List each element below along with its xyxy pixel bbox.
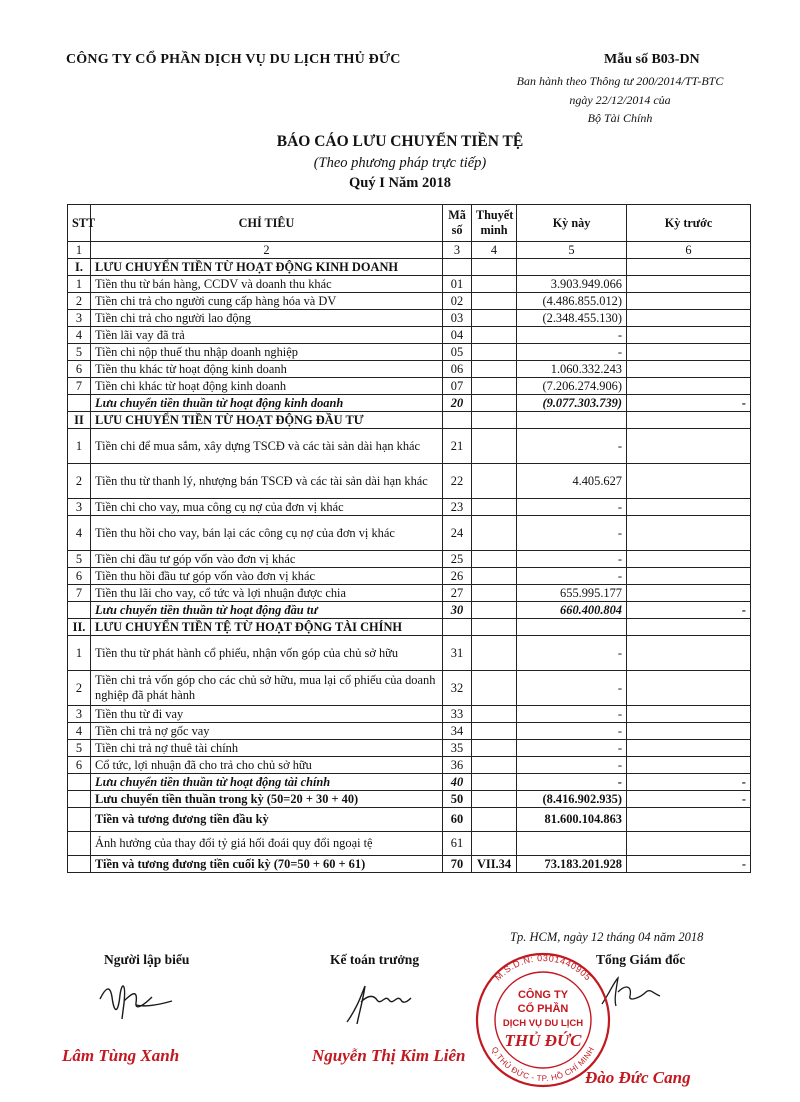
cell-note — [472, 499, 517, 516]
cell-code: 23 — [443, 499, 472, 516]
cell-code — [443, 412, 472, 429]
table-row — [68, 464, 751, 499]
table-row — [68, 636, 751, 671]
cell-previous — [627, 276, 751, 293]
issued-date: ngày 22/12/2014 của — [569, 93, 671, 107]
cell-current: (2.348.455.130) — [517, 310, 627, 327]
col-current: Kỳ này — [517, 205, 627, 242]
cell-current: 81.600.104.863 — [517, 808, 627, 832]
cell-previous — [627, 808, 751, 832]
col-number: 5 — [517, 242, 627, 259]
report-subtitle: (Theo phương pháp trực tiếp) — [313, 155, 487, 171]
cell-stt: 2 — [68, 464, 91, 499]
stamp-line-4: THỦ ĐỨC — [504, 1031, 582, 1050]
cell-indicator: Tiền thu lãi cho vay, cổ tức và lợi nhuận được chia — [91, 585, 443, 602]
cell-code: 30 — [443, 602, 472, 619]
table-row — [68, 740, 751, 757]
cell-current: (4.486.855.012) — [517, 293, 627, 310]
cell-stt: 1 — [68, 636, 91, 671]
cell-indicator: Tiền chi khác từ hoạt động kinh doanh — [91, 378, 443, 395]
table-row — [68, 832, 751, 856]
cell-note — [472, 464, 517, 499]
cell-note — [472, 774, 517, 791]
cell-note — [472, 378, 517, 395]
svg-text:M.S.D.N: 0301440905 — [493, 953, 594, 983]
cell-indicator: Cổ tức, lợi nhuận đã cho trả cho chủ sở hữu — [91, 757, 443, 774]
cell-note — [472, 310, 517, 327]
accountant-signature — [335, 978, 425, 1030]
cell-code: 36 — [443, 757, 472, 774]
table-row — [68, 344, 751, 361]
cell-code — [443, 619, 472, 636]
cell-previous — [627, 706, 751, 723]
cell-indicator: Tiền chi để mua sắm, xây dựng TSCĐ và các tài sản dài hạn khác — [91, 429, 443, 464]
cell-indicator: Tiền chi trả vốn góp cho các chủ sở hữu, mua lại cổ phiếu của doanh nghiệp đã phát hành — [91, 671, 443, 706]
cell-stt: 3 — [68, 310, 91, 327]
table-row — [68, 516, 751, 551]
cell-previous — [627, 636, 751, 671]
cell-code: 20 — [443, 395, 472, 412]
cell-current: - — [517, 429, 627, 464]
cell-code: 03 — [443, 310, 472, 327]
cell-previous — [627, 723, 751, 740]
cell-stt — [68, 791, 91, 808]
cell-stt — [68, 808, 91, 832]
cell-code: 24 — [443, 516, 472, 551]
col-number: 2 — [91, 242, 443, 259]
cell-current: - — [517, 327, 627, 344]
cell-note — [472, 276, 517, 293]
cell-previous — [627, 327, 751, 344]
director-name: Đào Đức Cang — [585, 1068, 691, 1087]
cell-current: (7.206.274.906) — [517, 378, 627, 395]
cell-indicator: Lưu chuyển tiền thuần từ hoạt động tài chính — [91, 774, 443, 791]
cell-stt — [68, 774, 91, 791]
form-number: Mẫu số B03-DN — [604, 52, 700, 67]
cell-code — [443, 259, 472, 276]
col-note: Thuyết minh — [472, 205, 517, 242]
cell-indicator: Tiền lãi vay đã trả — [91, 327, 443, 344]
cell-stt: 1 — [68, 429, 91, 464]
cell-previous — [627, 619, 751, 636]
table-row — [68, 293, 751, 310]
cell-indicator: Tiền chi trả nợ thuê tài chính — [91, 740, 443, 757]
cell-indicator: Tiền và tương đương tiền đầu kỳ — [91, 808, 443, 832]
cell-note — [472, 740, 517, 757]
cell-current: - — [517, 740, 627, 757]
cell-previous: - — [627, 395, 751, 412]
cell-indicator: Lưu chuyển tiền thuần từ hoạt động đầu tư — [91, 602, 443, 619]
subtotal-row — [68, 395, 751, 412]
cell-stt: 7 — [68, 585, 91, 602]
cell-indicator: Tiền thu từ bán hàng, CCDV và doanh thu khác — [91, 276, 443, 293]
cell-indicator: Tiền chi nộp thuế thu nhập doanh nghiệp — [91, 344, 443, 361]
cell-previous: - — [627, 602, 751, 619]
cell-current — [517, 259, 627, 276]
cell-note — [472, 832, 517, 856]
preparer-signature — [92, 975, 182, 1025]
signing-date: Tp. HCM, ngày 12 tháng 04 năm 2018 — [510, 930, 704, 944]
cell-indicator: Tiền thu hồi đầu tư góp vốn vào đơn vị khác — [91, 568, 443, 585]
cell-note — [472, 808, 517, 832]
cell-current — [517, 619, 627, 636]
cell-previous — [627, 757, 751, 774]
cell-indicator: Tiền và tương đương tiền cuối kỳ (70=50 + 60 + 61) — [91, 856, 443, 873]
cell-stt — [68, 856, 91, 873]
cell-previous — [627, 412, 751, 429]
cell-code: 01 — [443, 276, 472, 293]
cell-note — [472, 791, 517, 808]
cell-current — [517, 412, 627, 429]
section-row — [68, 619, 751, 636]
cell-code: 60 — [443, 808, 472, 832]
cell-code: 26 — [443, 568, 472, 585]
section-row — [68, 259, 751, 276]
cell-stt: 5 — [68, 551, 91, 568]
cell-current: (8.416.902.935) — [517, 791, 627, 808]
table-row — [68, 429, 751, 464]
cell-note — [472, 551, 517, 568]
cell-note — [472, 671, 517, 706]
cell-code: 06 — [443, 361, 472, 378]
cell-code: 04 — [443, 327, 472, 344]
preparer-name: Lâm Tùng Xanh — [62, 1046, 180, 1065]
stamp-ring-top: M.S.D.N: 0301440905 — [492, 952, 594, 983]
col-code: Mã số — [443, 205, 472, 242]
cell-stt: 6 — [68, 568, 91, 585]
cell-previous — [627, 568, 751, 585]
cell-stt: I. — [68, 259, 91, 276]
table-row — [68, 791, 751, 808]
cell-indicator: Tiền thu từ thanh lý, nhượng bán TSCĐ và các tài sản dài hạn khác — [91, 464, 443, 499]
stamp-line-3: DỊCH VỤ DU LỊCH — [502, 1018, 584, 1029]
cell-previous: - — [627, 774, 751, 791]
cell-indicator: Tiền chi trả cho người cung cấp hàng hóa và DV — [91, 293, 443, 310]
cell-indicator: Tiền thu khác từ hoạt động kinh doanh — [91, 361, 443, 378]
cell-previous — [627, 259, 751, 276]
cell-code: 21 — [443, 429, 472, 464]
table-row — [68, 856, 751, 873]
cell-current: - — [517, 774, 627, 791]
cell-stt — [68, 395, 91, 412]
cell-code: 33 — [443, 706, 472, 723]
cell-code: 27 — [443, 585, 472, 602]
cell-note — [472, 706, 517, 723]
preparer-role: Người lập biểu — [104, 952, 190, 967]
cell-stt: 6 — [68, 361, 91, 378]
cell-previous — [627, 551, 751, 568]
cell-stt: 2 — [68, 671, 91, 706]
cell-current: - — [517, 499, 627, 516]
accountant-role: Kế toán trưởng — [330, 952, 420, 967]
cell-previous — [627, 464, 751, 499]
director-role: Tổng Giám đốc — [596, 952, 686, 967]
cell-previous — [627, 429, 751, 464]
cell-code: 05 — [443, 344, 472, 361]
cell-previous — [627, 832, 751, 856]
cell-current: 1.060.332.243 — [517, 361, 627, 378]
cell-note — [472, 568, 517, 585]
cell-previous — [627, 740, 751, 757]
cell-current: 660.400.804 — [517, 602, 627, 619]
cell-code: 70 — [443, 856, 472, 873]
subtotal-row — [68, 774, 751, 791]
cell-stt: II — [68, 412, 91, 429]
cell-stt: 1 — [68, 276, 91, 293]
stamp-line-2: CỔ PHẦN — [517, 1003, 569, 1015]
cell-previous — [627, 516, 751, 551]
cell-stt: 5 — [68, 344, 91, 361]
table-row — [68, 276, 751, 293]
cell-indicator: Ảnh hưởng của thay đổi tỷ giá hối đoái quy đổi ngoại tệ — [91, 832, 443, 856]
header-row — [68, 205, 751, 242]
stamp-line-1: CÔNG TY — [517, 989, 569, 1001]
cell-indicator: Tiền thu từ phát hành cổ phiếu, nhận vốn góp của chủ sở hữu — [91, 636, 443, 671]
cell-previous — [627, 499, 751, 516]
cell-note — [472, 757, 517, 774]
cell-previous — [627, 293, 751, 310]
col-indicator: CHỈ TIÊU — [91, 205, 443, 242]
table-row — [68, 361, 751, 378]
cell-code: 07 — [443, 378, 472, 395]
cell-note — [472, 395, 517, 412]
cell-note — [472, 602, 517, 619]
table-row — [68, 378, 751, 395]
cell-stt: 4 — [68, 327, 91, 344]
col-stt: STT — [68, 205, 91, 242]
cell-code: 61 — [443, 832, 472, 856]
table-row — [68, 568, 751, 585]
table-row — [68, 310, 751, 327]
cell-current: - — [517, 706, 627, 723]
stamp-ring-bottom: Q.THỦ ĐỨC - TP. HỒ CHÍ MINH — [489, 1045, 597, 1084]
cell-code: 50 — [443, 791, 472, 808]
cell-previous — [627, 344, 751, 361]
cell-current: - — [517, 516, 627, 551]
table-row — [68, 671, 751, 706]
cell-current: - — [517, 723, 627, 740]
cell-stt: II. — [68, 619, 91, 636]
cell-code: 40 — [443, 774, 472, 791]
cell-code: 34 — [443, 723, 472, 740]
table-row — [68, 723, 751, 740]
cell-indicator: Lưu chuyển tiền thuần từ hoạt động kinh doanh — [91, 395, 443, 412]
cell-note — [472, 293, 517, 310]
cell-current: 3.903.949.066 — [517, 276, 627, 293]
cell-stt: 5 — [68, 740, 91, 757]
cell-indicator: Tiền chi cho vay, mua công cụ nợ của đơn vị khác — [91, 499, 443, 516]
cell-indicator: Lưu chuyển tiền thuần trong kỳ (50=20 + 30 + 40) — [91, 791, 443, 808]
cell-current: 73.183.201.928 — [517, 856, 627, 873]
cell-note — [472, 516, 517, 551]
table-row — [68, 327, 751, 344]
cell-stt: 2 — [68, 293, 91, 310]
cell-note — [472, 636, 517, 671]
col-number: 4 — [472, 242, 517, 259]
cell-note — [472, 361, 517, 378]
cell-current: - — [517, 551, 627, 568]
cell-code: 22 — [443, 464, 472, 499]
company-name: CÔNG TY CỔ PHẦN DỊCH VỤ DU LỊCH THỦ ĐỨC — [66, 52, 401, 67]
cell-current: 655.995.177 — [517, 585, 627, 602]
cell-stt: 7 — [68, 378, 91, 395]
cell-indicator: Tiền thu từ đi vay — [91, 706, 443, 723]
subtotal-row — [68, 602, 751, 619]
cell-previous — [627, 310, 751, 327]
col-number: 1 — [68, 242, 91, 259]
cell-indicator: Tiền thu hồi cho vay, bán lại các công cụ nợ của đơn vị khác — [91, 516, 443, 551]
cell-code: 31 — [443, 636, 472, 671]
cell-stt: 6 — [68, 757, 91, 774]
report-period: Quý I Năm 2018 — [349, 175, 451, 191]
cell-current: (9.077.303.739) — [517, 395, 627, 412]
table-row — [68, 808, 751, 832]
cell-indicator: LƯU CHUYỂN TIỀN TỪ HOẠT ĐỘNG ĐẦU TƯ — [91, 412, 443, 429]
issued-authority: Bộ Tài Chính — [587, 111, 653, 125]
column-number-row — [68, 242, 751, 259]
cell-code: 25 — [443, 551, 472, 568]
cell-current: - — [517, 568, 627, 585]
col-number: 6 — [627, 242, 751, 259]
table-row — [68, 706, 751, 723]
table-row — [68, 585, 751, 602]
issued-circular: Ban hành theo Thông tư 200/2014/TT-BTC — [516, 74, 724, 88]
cell-stt — [68, 832, 91, 856]
cell-note — [472, 723, 517, 740]
cell-note — [472, 327, 517, 344]
cell-previous — [627, 671, 751, 706]
cell-indicator: Tiền chi trả nợ gốc vay — [91, 723, 443, 740]
cell-indicator: Tiền chi đầu tư góp vốn vào đơn vị khác — [91, 551, 443, 568]
cell-current: - — [517, 671, 627, 706]
cell-previous — [627, 585, 751, 602]
cell-previous: - — [627, 791, 751, 808]
cell-stt: 4 — [68, 516, 91, 551]
accountant-name: Nguyễn Thị Kim Liên — [312, 1046, 466, 1065]
cell-note — [472, 259, 517, 276]
cell-previous: - — [627, 856, 751, 873]
cell-stt — [68, 602, 91, 619]
cell-current: 4.405.627 — [517, 464, 627, 499]
cell-note — [472, 619, 517, 636]
cell-current: - — [517, 344, 627, 361]
section-row — [68, 412, 751, 429]
cell-code: 32 — [443, 671, 472, 706]
cell-indicator: LƯU CHUYỂN TIỀN TỆ TỪ HOẠT ĐỘNG TÀI CHÍNH — [91, 619, 443, 636]
cell-previous — [627, 378, 751, 395]
table-body — [68, 259, 751, 873]
cell-stt: 3 — [68, 706, 91, 723]
cell-indicator: Tiền chi trả cho người lao động — [91, 310, 443, 327]
cell-note — [472, 585, 517, 602]
report-title: BÁO CÁO LƯU CHUYỂN TIỀN TỆ — [276, 133, 524, 150]
cell-stt: 3 — [68, 499, 91, 516]
cell-code: 02 — [443, 293, 472, 310]
table-row — [68, 499, 751, 516]
cell-note — [472, 429, 517, 464]
cell-current — [517, 832, 627, 856]
cell-note — [472, 344, 517, 361]
cell-note: VII.34 — [472, 856, 517, 873]
cell-previous — [627, 361, 751, 378]
cell-current: - — [517, 636, 627, 671]
cell-note — [472, 412, 517, 429]
cell-current: - — [517, 757, 627, 774]
cell-code: 35 — [443, 740, 472, 757]
cash-flow-table — [67, 204, 751, 873]
table-row — [68, 551, 751, 568]
table-row — [68, 757, 751, 774]
cell-indicator: LƯU CHUYỂN TIỀN TỪ HOẠT ĐỘNG KINH DOANH — [91, 259, 443, 276]
col-number: 3 — [443, 242, 472, 259]
col-previous: Kỳ trước — [627, 205, 751, 242]
cell-stt: 4 — [68, 723, 91, 740]
